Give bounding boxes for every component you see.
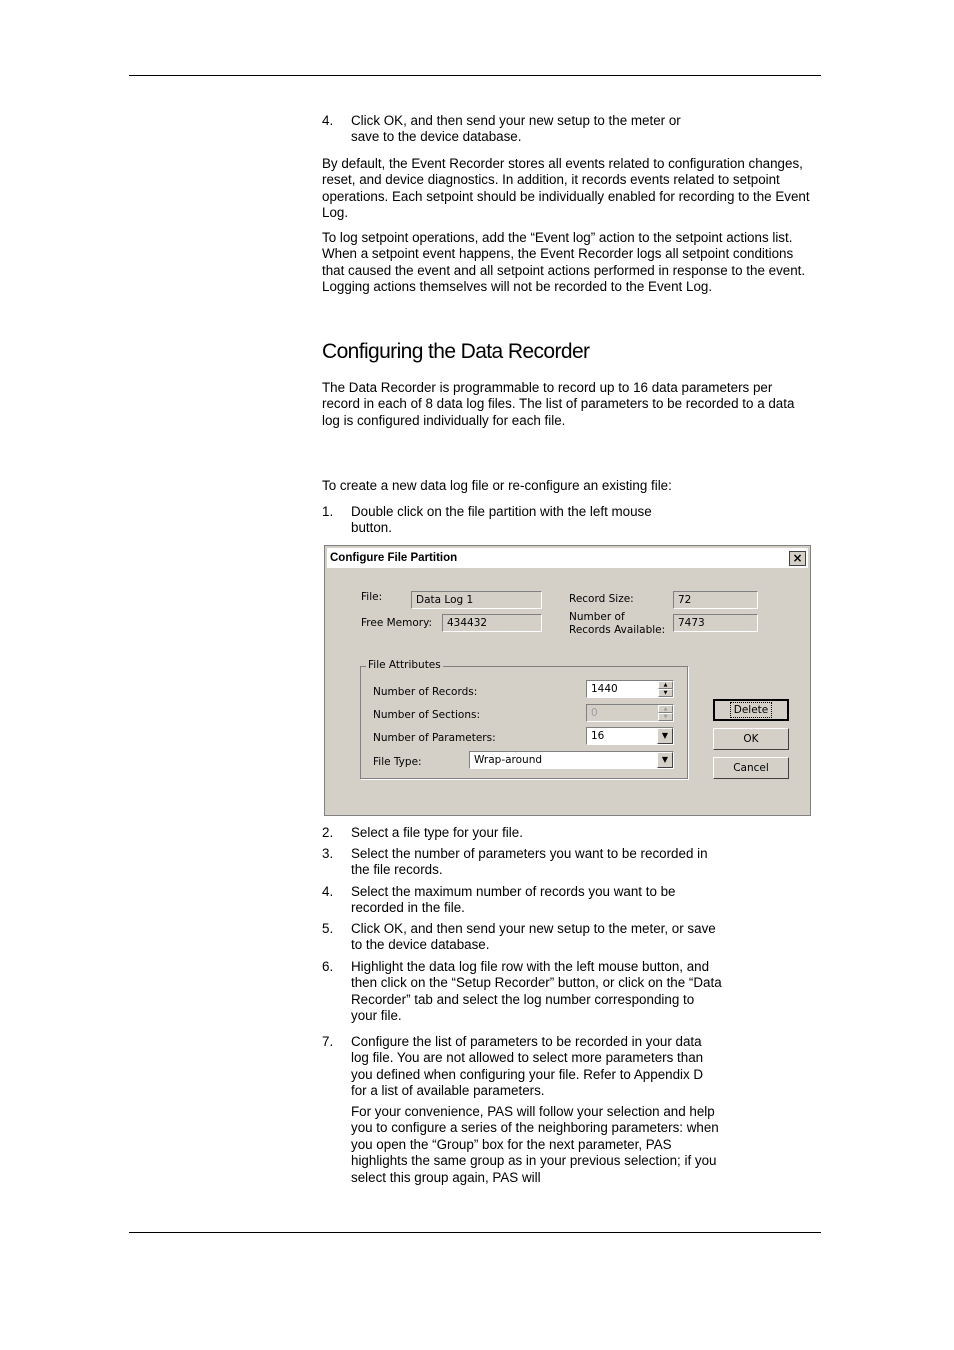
ok-button[interactable]: OK	[713, 728, 789, 750]
configure-file-partition-dialog	[324, 545, 811, 816]
list-number: 4.	[322, 113, 334, 128]
dialog-title: Configure File Partition	[327, 548, 808, 568]
chevron-down-icon[interactable]: ▼	[657, 752, 673, 768]
list-number: 3.	[322, 846, 334, 861]
footer-rule	[129, 1232, 821, 1233]
num-params-select[interactable]	[586, 727, 674, 745]
spin-up-icon[interactable]: ▲	[658, 681, 673, 689]
list-text: Select the maximum number of records you want to be recorded in the file.	[351, 884, 676, 916]
num-sections-value: 0	[591, 707, 598, 719]
list-number: 1.	[322, 504, 334, 519]
num-params-label: Number of Parameters:	[373, 732, 496, 744]
file-type-label: File Type:	[373, 756, 422, 768]
close-icon[interactable]: ×	[789, 551, 806, 566]
file-attributes-group	[360, 659, 688, 779]
list-number: 2.	[322, 825, 334, 840]
file-field: Data Log 1	[411, 591, 542, 609]
num-sections-label: Number of Sections:	[373, 709, 480, 721]
list-number: 6.	[322, 959, 334, 974]
num-records-input[interactable]	[586, 680, 674, 698]
list-text: Click OK, and then send your new setup to the meter or save to the device database.	[351, 113, 681, 145]
spin-up-icon: ▲	[658, 705, 673, 713]
delete-button-label: Delete	[730, 702, 773, 718]
num-records-value: 1440	[591, 683, 618, 695]
file-label: File:	[361, 591, 383, 603]
paragraph: By default, the Event Recorder stores all events related to configuration changes, reset, and device diagnostics. In addition, it records events related to setpoint operations. Each setpoint should be individually enabled for recording to the Event Log.	[322, 156, 810, 221]
num-records-spinner[interactable]	[658, 681, 673, 697]
records-available-field: 7473	[673, 614, 758, 632]
records-available-label: Number of Records Available:	[569, 611, 666, 636]
record-size-field: 72	[673, 591, 758, 609]
group-title: File Attributes	[368, 659, 441, 671]
free-memory-label: Free Memory:	[361, 617, 433, 629]
list-text: Double click on the file partition with the left mouse button.	[351, 504, 652, 536]
list-text: Highlight the data log file row with the left mouse button, and then click on the “Setup Recorder” button, or click on the “Data Recorder” tab and select the log number corresponding to your file.	[351, 959, 722, 1024]
list-text: Select a file type for your file.	[351, 825, 523, 840]
list-number: 7.	[322, 1034, 334, 1049]
list-number: 4.	[322, 884, 334, 899]
file-type-select[interactable]	[469, 751, 674, 769]
chevron-down-icon[interactable]: ▼	[657, 728, 673, 744]
list-text: Click OK, and then send your new setup to the meter, or save to the device database.	[351, 921, 716, 953]
free-memory-field: 434432	[442, 614, 542, 632]
list-text: Select the number of parameters you want to be recorded in the file records.	[351, 846, 708, 878]
cancel-button[interactable]: Cancel	[713, 757, 789, 779]
record-size-label: Record Size:	[569, 593, 634, 605]
header-rule	[129, 75, 821, 76]
spin-down-icon[interactable]: ▼	[658, 689, 673, 697]
num-params-value: 16	[591, 730, 605, 742]
list-note: For your convenience, PAS will follow your selection and help you to configure a series of the neighboring parameters: when you open the “Group” box for the next parameter, PAS highlights the same group as in your previous selection; if you select this group again, PAS will	[351, 1104, 719, 1185]
paragraph: The Data Recorder is programmable to record up to 16 data parameters per record in each of 8 data log files. The list of parameters to be recorded to a data log is configured individually for each file.	[322, 380, 795, 428]
delete-button[interactable]	[713, 699, 789, 721]
paragraph: To create a new data log file or re-configure an existing file:	[322, 478, 672, 493]
num-sections-input	[586, 704, 674, 722]
section-heading: Configuring the Data Recorder	[322, 340, 590, 363]
num-records-label: Number of Records:	[373, 686, 478, 698]
num-sections-spinner	[658, 705, 673, 721]
list-text: Configure the list of parameters to be recorded in your data log file. You are not allowed to select more parameters than you defined when configuring your file. Refer to Appendix D for a list of available parameters.	[351, 1034, 704, 1099]
spin-down-icon: ▼	[658, 713, 673, 721]
paragraph: To log setpoint operations, add the “Event log” action to the setpoint actions list. When a setpoint event happens, the Event Recorder logs all setpoint conditions that caused the event and all setpoint actions performed in response to the event. Logging actions themselves will not be recorded to the Event Log.	[322, 230, 806, 295]
list-number: 5.	[322, 921, 334, 936]
file-type-value: Wrap-around	[474, 754, 543, 766]
